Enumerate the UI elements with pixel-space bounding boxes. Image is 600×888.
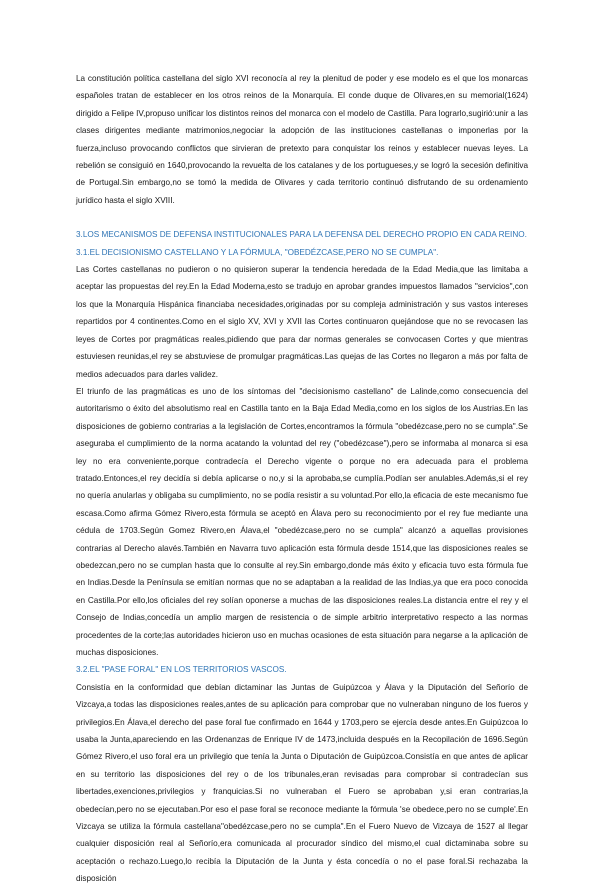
section-heading: 3.LOS MECANISMOS DE DEFENSA INSTITUCIONALES PARA LA DEFENSA DEL DERECHO PROPIO EN CADA REINO. [76, 230, 527, 240]
paragraph-cortes: Las Cortes castellanas no pudieron o no quisieron superar la tendencia heredada de la Edad Media,que las limitaba a aceptar las propuestas del rey.En la Edad Moderna,esto se tradujo en aprobar grandes impuestos llamados "servicios",con los que la Monarquía Hispánica financiaba necesidades,originadas por su compleja administración y sus vastos intereses repartidos por 4 continentes.Como en el siglo XV, XVI y XVII las Cortes continuaron quejándose que no se revocasen las leyes de Cortes por pragmáticas reales,pidiendo que para dar normas generales se convocasen Cortes y que mientras estuviesen reunidas,el rey se abstuviese de promulgar pragmáticas.Las quejas de las Cortes no llegaron a más por falta de medios adecuados para darles validez. [76, 265, 528, 379]
paragraph-triunfo-pragmaticas: El triunfo de las pragmáticas es uno de los síntomas del "decisionismo castellano" de Lalinde,como consecuencia del autoritarismo o éxito del absolutismo real en Castilla tanto en la Baja Edad Media,como en los siglos de los Austrias.En las disposiciones de gobierno contrarias a la legislación de Cortes,encontramos la fórmula "obedézcase,pero no se cumpla".Se aseguraba el cumplimiento de la norma acatando la voluntad del rey ("obedézcase"),pero se informaba al monarca si esa ley no era conveniente,porque contradecía el Derecho vigente o porque no era adecuada para el problema tratado.Entonces,el rey decidía si debía aplicarse o no,y si la aprobaba,se cumplía.Podían ser anulables.Además,si el rey no quería anularlas y obligaba su cumplimiento, no se podía resistir a su voluntad.Por ello,la eficacia de este mecanismo fue escasa.Como afirma Gómez Rivero,esta fórmula se aceptó en Álava pero su reconocimiento por el rey fue mediante una cédula de 1703.Según Gomez Rivero,en Álava,el "obedézcase,pero no se cumpla" alcanzó a aquellas provisiones contrarias al Derecho alavés.También en Navarra tuvo aplicación esta fórmula desde 1514,que las disposiciones reales se obedezcan,pero no se cumplan hasta que lo consulte al rey.Sin embargo,donde más éxito y eficacia tuvo esta fórmula fue en Indias.Desde la Península se emitían normas que no se adaptaban a la realidad de las Indias,ya que era poco conocida en Castilla.Por ello,los oficiales del rey solían oponerse a muchas de las disposiciones reales.La distancia entre el rey y el Consejo de Indias,concedía un amplio margen de resistencia o de simple arbitrio interpretativo respecto a las normas procedentes de la corte;las autoridades hicieron uso en muchas ocasiones de esta situación para negarse a la aplicación de muchas disposiciones. [76, 386, 528, 657]
subheading-decisionismo: 3.1.EL DECISIONISMO CASTELLANO Y LA FÓRMULA, "OBEDÉZCASE,PERO NO SE CUMPLA". [76, 247, 439, 257]
paragraph-pase-foral: Consistía en la conformidad que debían dictaminar las Juntas de Guipúzcoa y Álava y la Diputación del Señorío de Vizcaya,a todas las disposiciones reales,antes de su aplicación para comprobar que no vulneraban ninguno de los fueros y privilegios.En Álava,el derecho del pase foral fue confirmado en 1644 y 1703,pero se ejercía desde antes.En Guipúzcoa lo usaba la Junta,apareciendo en las Ordenanzas de Enrique IV de 1473,incluida después en la Recopilación de 1696.Según Gómez Rivero,el uso foral era un privilegio que tenía la Junta o Diputación de Guipúzcoa.Consistía en que antes de aplicar en su territorio las disposiciones del rey o de los tribunales,eran revisadas para comprobar si contradecían sus libertades,exenciones,privilegios y franquicias.Si no vulneraban el Fuero se aprobaban y,si eran contrarias,la obedecían,pero no se ejecutaban.Por eso el pase foral se reconoce mediante la fórmula 'se obedece,pero no se cumple'.En Vizcaya se utiliza la fórmula castellana"obedézcase,pero no se cumpla".En el Fuero Nuevo de Vizcaya de 1527 al llegar cualquier disposición real al Señorío,era comunicada al procurador síndico del mismo,el cual dictaminaba sobre su aceptación o rechazo.Luego,lo recibía la Diputación de la Junta y ésta concedía o no el pase foral.Si rechazaba la disposición [76, 682, 528, 884]
intro-paragraph: La constitución política castellana del siglo XVI reconocía al rey la plenitud de poder y ese modelo es el que los monarcas españoles tratan de establecer en los otros reinos de la Monarquía. El conde duque de Olivares,en su memorial(1624) dirigido a Felipe IV,propuso unificar los distintos reinos del monarca con el modelo de Castilla. Para lograrlo,sugirió:unir a las clases dirigentes mediante matrimonios,negociar la adopción de las instituciones castellanas o imponerlas por la fuerza,incluso provocando conflictos que sirvieran de pretexto para conquistar los reinos y establecer nuevas leyes. La rebelión se consiguió en 1640,provocando la revuelta de los catalanes y de los portugueses,y se logró la secesión definitiva de Portugal.Sin embargo,no se tomó la medida de Olivares y cada territorio continuó disfrutando de su ordenamiento jurídico hasta el siglo XVIII. [76, 74, 528, 205]
document-page [76, 70, 528, 888]
subheading-pase-foral: 3.2.EL "PASE FORAL" EN LOS TERRITORIOS VASCOS. [76, 665, 287, 675]
